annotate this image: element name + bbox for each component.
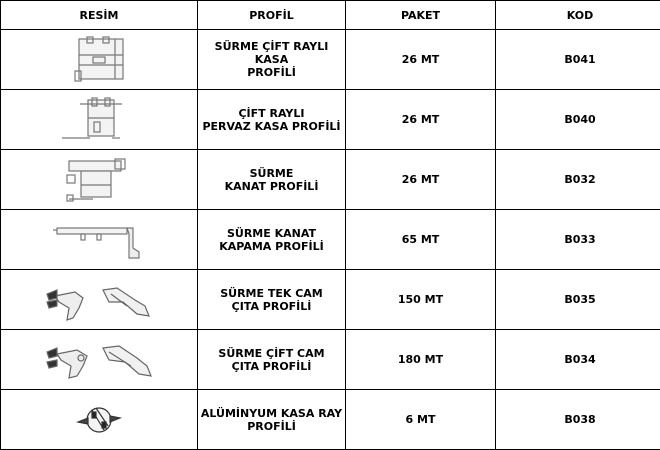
code-cell: B034 [496, 330, 660, 390]
profile-name-line: ÇİFT RAYLI [198, 107, 345, 120]
single-glass-bead-profile-icon [39, 276, 159, 324]
image-cell [1, 390, 198, 450]
package-cell: 65 MT [346, 210, 496, 270]
profile-name-line: SÜRME ÇİFT RAYLI KASA [198, 40, 345, 66]
profile-name-line: SÜRME TEK CAM [198, 287, 345, 300]
aluminium-frame-rail-profile-icon [64, 396, 134, 444]
table-row [1, 390, 660, 450]
package-cell: 26 MT [346, 150, 496, 210]
image-cell [1, 30, 198, 90]
profile-name-line: KAPAMA PROFİLİ [198, 240, 345, 253]
profile-name-line: KANAT PROFİLİ [198, 180, 345, 193]
profile-name-line: SÜRME [198, 167, 345, 180]
package-cell: 6 MT [346, 390, 496, 450]
profile-name-cell [198, 270, 346, 330]
double-rail-casing-frame-profile-icon [54, 96, 144, 144]
profile-name-line: ÇITA PROFİLİ [198, 360, 345, 373]
table-row [1, 330, 660, 390]
table-row [1, 30, 660, 90]
sliding-sash-profile-icon [59, 155, 139, 205]
image-cell [1, 90, 198, 150]
profile-name-line: PROFİLİ [198, 420, 345, 433]
header-image: RESİM [1, 1, 198, 30]
profile-name-line: ALÜMİNYUM KASA RAY [198, 407, 345, 420]
code-cell: B038 [496, 390, 660, 450]
profile-name-line: ÇITA PROFİLİ [198, 300, 345, 313]
image-cell [1, 210, 198, 270]
profile-name-line: SÜRME ÇİFT CAM [198, 347, 345, 360]
code-cell: B040 [496, 90, 660, 150]
profile-name-cell [198, 390, 346, 450]
double-glass-bead-profile-icon [39, 336, 159, 384]
package-cell: 180 MT [346, 330, 496, 390]
image-cell [1, 270, 198, 330]
table-row [1, 270, 660, 330]
profile-name-cell [198, 90, 346, 150]
package-cell: 26 MT [346, 30, 496, 90]
table-row [1, 150, 660, 210]
profile-name-cell [198, 150, 346, 210]
code-cell: B041 [496, 30, 660, 90]
header-row [1, 1, 660, 30]
header-code: KOD [496, 1, 660, 30]
header-profile: PROFİL [198, 1, 346, 30]
sliding-sash-cover-profile-icon [49, 218, 149, 262]
profile-name-cell [198, 330, 346, 390]
image-cell [1, 150, 198, 210]
profile-name-line: PROFİLİ [198, 66, 345, 79]
table-row [1, 210, 660, 270]
profile-name-line: SÜRME KANAT [198, 227, 345, 240]
table-row [1, 90, 660, 150]
sliding-double-rail-frame-profile-icon [59, 35, 139, 85]
profile-name-line: PERVAZ KASA PROFİLİ [198, 120, 345, 133]
code-cell: B032 [496, 150, 660, 210]
profile-name-cell [198, 210, 346, 270]
header-package: PAKET [346, 1, 496, 30]
code-cell: B035 [496, 270, 660, 330]
image-cell [1, 330, 198, 390]
code-cell: B033 [496, 210, 660, 270]
package-cell: 26 MT [346, 90, 496, 150]
package-cell: 150 MT [346, 270, 496, 330]
profile-name-cell [198, 30, 346, 90]
